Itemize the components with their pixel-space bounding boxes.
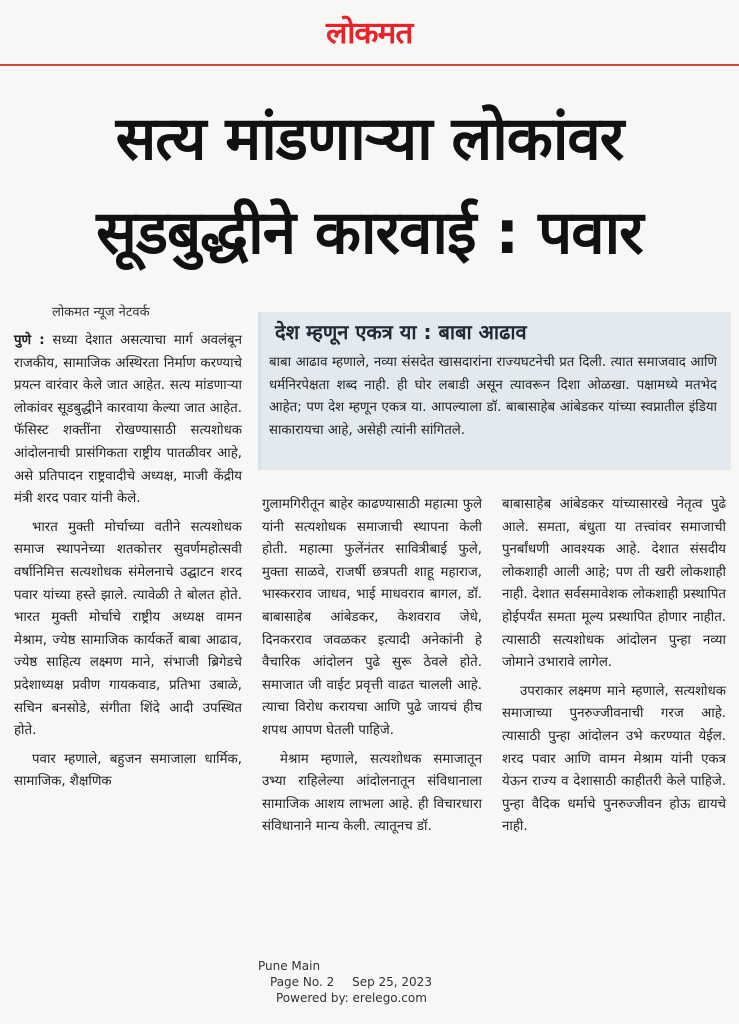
footer-edition: Pune Main — [258, 959, 321, 973]
column-1-paragraph-1 — [14, 330, 242, 511]
sidebar-box — [258, 312, 731, 470]
column-1-paragraph-1-text: सध्या देशात असत्याचा मार्ग अवलंबून राजकीय, सामाजिक अस्थिरता निर्माण करण्याचे प्रयत्न वारंवार केले जात आहेत. सत्य मांडणाऱ्या लोकांवर सूडबुद्धीने कारवाया केल्या जात आहेत. फॅसिस्ट शक्तींना रोखण्यासाठी सत्यशोधक आंदोलनाची प्रासंगिकता राष्ट्रीय पातळीवर आहे, असे प्रतिपादन राष्ट्रवादीचे अध्यक्ष, माजी केंद्रीय मंत्री शरद पवार यांनी केले. — [14, 333, 242, 507]
lokmat-logo: लोकमत — [326, 16, 413, 51]
footer-page-number: Page No. 2 — [270, 975, 335, 989]
sidebar-box-text: बाबा आढाव म्हणाले, नव्या संसदेत खासदारांना राज्यघटनेची प्रत दिली. त्यात समाजवाद आणि धर्मनिरपेक्षता शब्द नाही. ही घोर लबाडी असून त्यावरून दिशा ओळखा. पक्षामध्ये मतभेद आहेत; पण देश म्हणून एकत्र या. आपल्याला डॉ. बाबासाहेब आंबेडकर यांच्या स्वप्नातील इंडिया साकारायचा आहे, असेही त्यांनी सांगितले. — [269, 355, 717, 438]
byline: लोकमत न्यूज नेटवर्क — [52, 305, 150, 320]
dateline: पुणे : — [14, 333, 45, 348]
column-2-paragraph-1: गुलामगिरीतून बाहेर काढण्यासाठी महात्मा फुले यांनी सत्यशोधक समाजाची स्थापना केली होती. महात्मा फुलेंनंतर सावित्रीबाई फुले, मुक्ता साळवे, राजर्षी छत्रपती शाहू महाराज, भास्करराव जाधव, भाई माधवराव बागल, डॉ. बाबासाहेब आंबेडकर, केशवराव जेधे, दिनकरराव जवळकर इत्यादी अनेकांनी हे वैचारिक आंदोलन पुढे सुरू ठेवले होते. समाजात जी वाईट प्रवृत्ती वाढत चालली आहे. त्याचा विरोध करायचा आणि पुढे जायचं हीच शपथ आपण घेतली पाहिजे. — [262, 497, 482, 738]
article-column-2 — [262, 494, 482, 845]
sidebar-box-title: देश म्हणून एकत्र या : बाबा आढाव — [275, 320, 527, 344]
headline — [0, 92, 739, 280]
column-3-paragraph-1: बाबासाहेब आंबेडकर यांच्यासारखे नेतृत्व पुढे आले. समता, बंधुता या तत्त्वांवर समाजाची पुनर्बांधणी आवश्यक आहे. देशात संसदीय लोकशाही आली आहे; पण ती खरी लोकशाही नाही. देशात सर्वसमावेशक लोकशाही प्रस्थापित होईपर्यंत समता मूल्य प्रस्थापित होणार नाहीत. त्यासाठी सत्यशोधक आंदोलन पुन्हा नव्या जोमाने उभारावे लागेल. — [502, 497, 726, 671]
column-3-paragraph-2: उपराकार लक्ष्मण माने म्हणाले, सत्यशोधक समाजाच्या पुनरुज्जीवनाची गरज आहे. त्यासाठी पुन्हा आंदोलन उभे करण्यात येईल. शरद पवार आणि वामन मेश्राम यांनी एकत्र येऊन राज्य व देशासाठी काहीतरी केले पाहिजे. पुन्हा वैदिक धर्माचे पुनरुज्जीवन होऊ द्यायचे नाही. — [502, 683, 726, 835]
headline-line-1: सत्य मांडणाऱ्या लोकांवर — [115, 104, 624, 174]
footer-date: Sep 25, 2023 — [352, 975, 432, 989]
article-column-3 — [502, 494, 726, 845]
article-column-1 — [14, 330, 242, 800]
column-1-paragraph-3: पवार म्हणाले, बहुजन समाजाला धार्मिक, सामाजिक, शैक्षणिक — [14, 751, 242, 790]
column-2-paragraph-2: मेश्राम म्हणाले, सत्यशोधक समाजातून उभ्या राहिलेल्या आंदोलनातून संविधानाला सामाजिक आशय लाभला आहे. ही विचारधारा संविधानाने मान्य केली. त्यातूनच डॉ. — [262, 751, 482, 835]
headline-line-2: सूडबुद्धीने कारवाई : पवार — [96, 198, 643, 268]
footer-powered-by: Powered by: erelego.com — [276, 991, 427, 1005]
column-1-paragraph-2: भारत मुक्ती मोर्चाच्या वतीने सत्यशोधक समाज स्थापनेच्या शतकोत्तर सुवर्णमहोत्सवी वर्षानिमित्त सत्यशोधक संमेलनाचे उद्घाटन शरद पवार यांच्या हस्ते झाले. त्यावेळी ते बोलत होते. भारत मुक्ती मोर्चाचे राष्ट्रीय अध्यक्ष वामन मेश्राम, ज्येष्ठ सामाजिक कार्यकर्ते बाबा आढाव, ज्येष्ठ साहित्य लक्ष्मण माने, संभाजी ब्रिगेडचे प्रदेशाध्यक्ष प्रवीण गायकवाड, प्रतिभा उबाळे, सचिन बनसोडे, संगीता शिंदे आदी उपस्थित होते. — [14, 519, 242, 739]
masthead-rule — [0, 64, 739, 66]
masthead — [0, 12, 739, 56]
footer-page-info — [270, 974, 432, 990]
